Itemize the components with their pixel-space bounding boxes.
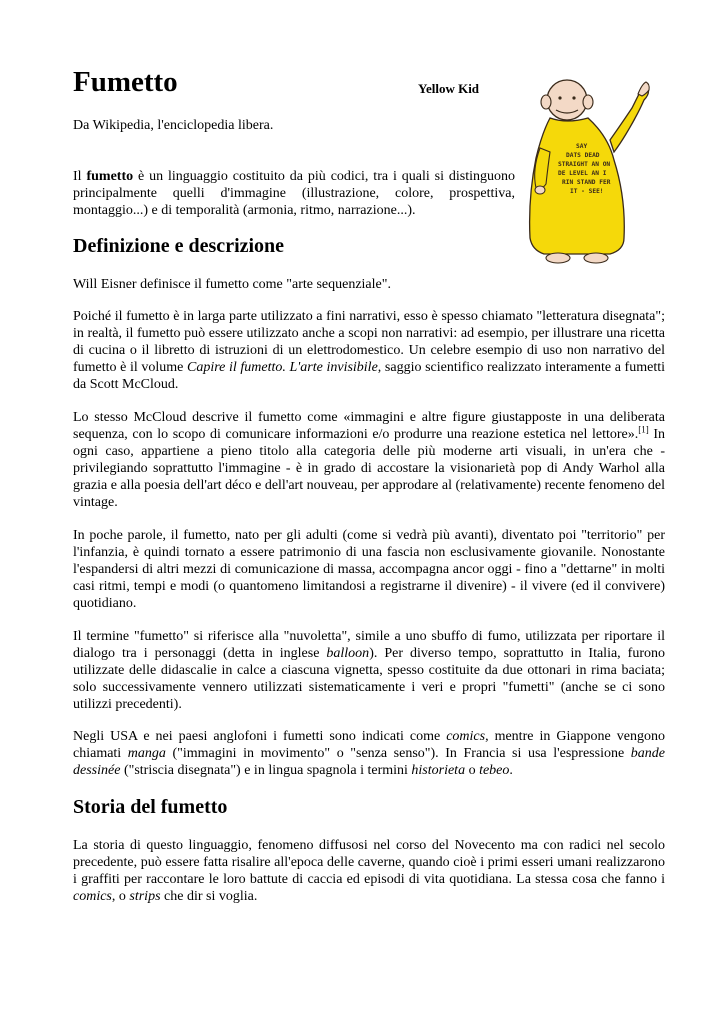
paragraph: Will Eisner definisce il fumetto come "arte sequenziale".: [73, 277, 391, 292]
term-manga: manga: [127, 746, 166, 761]
book-title: Capire il fumetto. L'arte invisibile: [187, 360, 378, 375]
page-subtitle: Da Wikipedia, l'enciclopedia libera.: [73, 118, 274, 133]
section-heading-definizione: Definizione e descrizione: [73, 235, 285, 257]
reference-link[interactable]: [1]: [638, 424, 649, 435]
yellow-kid-image: [522, 78, 652, 273]
section-heading-storia: Storia del fumetto: [73, 796, 228, 818]
shirt-text-1: SAY: [576, 143, 588, 150]
figure-caption: Yellow Kid: [418, 81, 480, 96]
term-fumetto: fumetto: [86, 169, 134, 184]
paragraph: Poiché il fumetto è in larga parte utilizzato a fini narrativi, esso è spesso chiamato "letteratura disegnata"; in realtà, il fumetto può essere utilizzato anche a scopi non narrativi: ad esempio, per illustrare una ricetta di cucina o il libretto di istruzioni di un elettrodomestico. Un celebre esempio di uso non narrativo del fumetto è il volume Capire il fumetto. L'arte invisibile, saggio scientifico realizzato interamente a fumetti da Scott McCloud.: [73, 309, 665, 392]
term-tebeo: tebeo: [479, 763, 510, 778]
term-comics: comics: [446, 729, 486, 744]
term-comics: comics: [73, 889, 112, 904]
shirt-text-6: IT - SEE!: [570, 188, 604, 195]
paragraph: La storia di questo linguaggio, fenomeno diffusosi nel corso del Novecento ma con radici nel secolo precedente, può essere fatta risalire all'epoca delle caverne, quando cioè i primi esseri umani realizzarono i graffiti per raccontare le loro battute di caccia ed episodi di vita quotidiana. La stessa cosa che fanno i comics, o strips che dir si voglia.: [73, 838, 665, 904]
shirt-text-2: DATS DEAD: [566, 152, 600, 159]
term-balloon: balloon: [326, 646, 370, 661]
intro-paragraph: Il fumetto è un linguaggio costituito da più codici, tra i quali si distinguono principalmente quelli d'immagine (illustrazione, colore, prospettiva, montaggio...) e di temporalità (armonia, ritmo, narrazione...).: [73, 169, 515, 218]
shirt-text-3: STRAIGHT AN ON: [558, 161, 611, 168]
paragraph: Il termine "fumetto" si riferisce alla "nuvoletta", simile a uno sbuffo di fumo, utilizzata per riportare il dialogo tra i personaggi (detta in inglese balloon). Per diverso tempo, soprattutto in Italia, furono utilizzate delle didascalie in calce a ciascuna vignetta, spesso costituite da due ottonari in rima baciata; solo successivamente vennero utilizzati sistematicamente i veri e propri "fumetti" (anche se ci sono utilizzi precedenti).: [73, 629, 665, 712]
term-historieta: historieta: [411, 763, 466, 778]
paragraph: In poche parole, il fumetto, nato per gli adulti (come si vedrà più avanti), diventato poi "territorio" per l'infanzia, è quindi tornato a essere patrimonio di una fascia non esclusivamente giovanile. Nonostante l'espandersi di altri mezzi di comunicazione di massa, accompagna ancor oggi - fino a "dettarne" in molti casi ritmi, tempi e modi (o quantomeno limitandosi a registrarne il divenire) - il vivere (ed il convivere) quotidiano.: [73, 528, 665, 611]
term-strips: strips: [129, 889, 161, 904]
shirt-text-5: RIN STAND FER: [562, 179, 611, 186]
paragraph: Lo stesso McCloud descrive il fumetto come «immagini e altre figure giustapposte in una deliberata sequenza, con lo scopo di comunicare informazioni e/o produrre una reazione estetica nel lettore».[1] In ogni caso, appartiene a pieno titolo alla categoria delle più moderne arti visuali, in un'era che - privilegiando soprattutto l'immagine - è in grado di accostare la visionarietà pop di Andy Warhol alla grazia e alla poesia dell'art déco e dell'art nouveau, per approdare al (relativamente) recente fenomeno del vintage.: [73, 410, 666, 510]
term-bande-dessinee: bande dessinée: [73, 746, 665, 778]
shirt-text-4: DE LEVEL AN I: [558, 170, 607, 177]
paragraph: Negli USA e nei paesi anglofoni i fumetti sono indicati come comics, mentre in Giappone vengono chiamati manga ("immagini in movimento" o "senza senso"). In Francia si usa l'espressione bande dessinée ("striscia disegnata") e in lingua spagnola i termini historieta o tebeo.: [73, 729, 665, 778]
page-title: Fumetto: [73, 66, 178, 98]
